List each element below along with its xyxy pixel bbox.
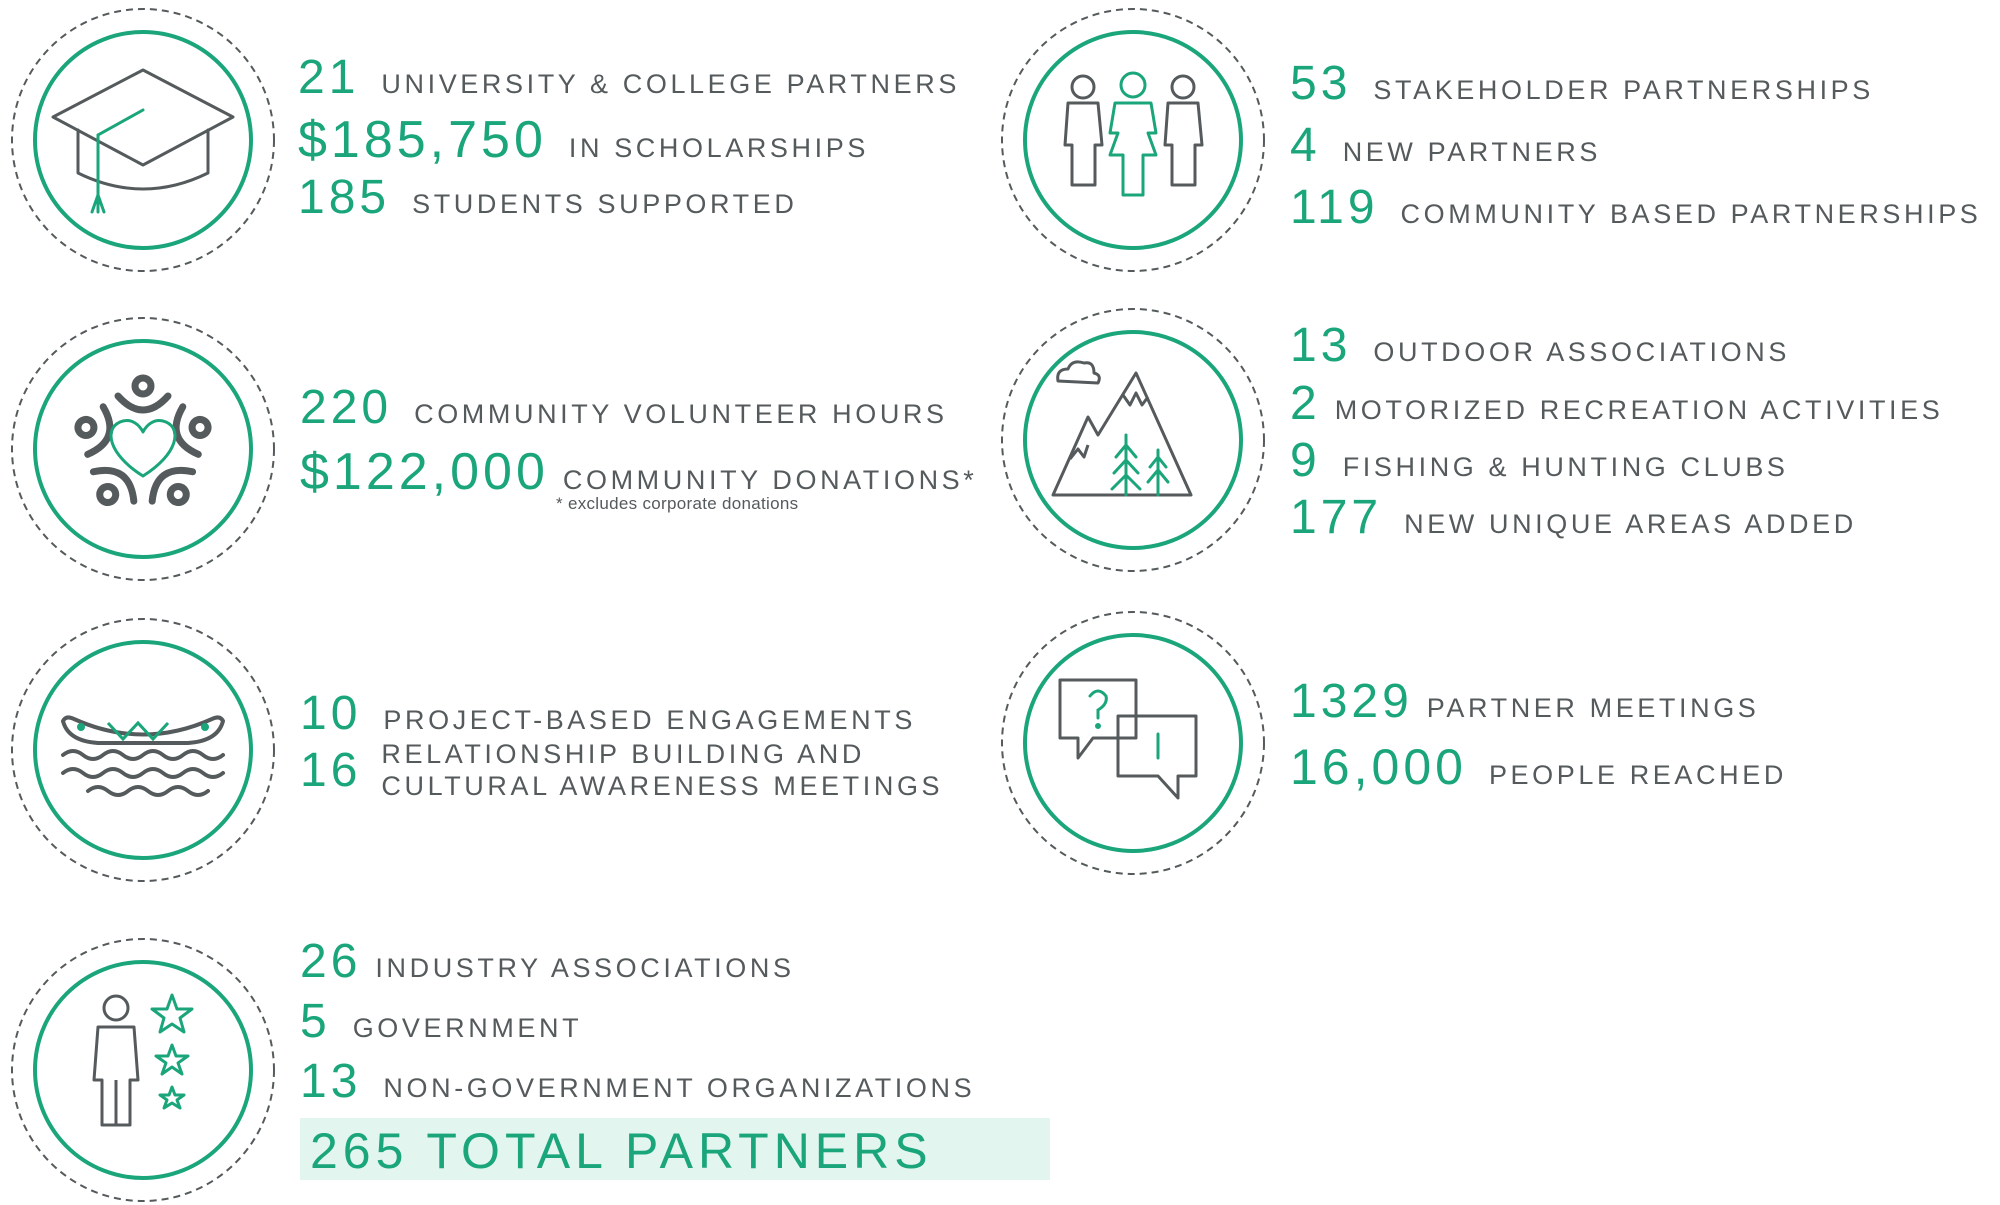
stakeholders-stat-3 xyxy=(1290,180,1981,235)
stat-value: 16,000 xyxy=(1290,739,1467,795)
stat-label: IN SCHOLARSHIPS xyxy=(568,133,869,163)
stat-value: 10 xyxy=(300,687,362,740)
stat-label: OUTDOOR ASSOCIATIONS xyxy=(1373,337,1790,367)
community-heart-icon xyxy=(8,314,278,584)
total-partners-banner xyxy=(300,1118,1050,1180)
stat-label: NEW PARTNERS xyxy=(1342,137,1601,167)
stat-label: PROJECT-BASED ENGAGEMENTS xyxy=(383,705,916,735)
stat-value: 2 xyxy=(1290,377,1321,430)
stat-value: 13 xyxy=(300,1055,362,1108)
stat-value: 21 xyxy=(298,51,360,104)
education-stat-2 xyxy=(298,110,869,170)
stat-label: FISHING & HUNTING CLUBS xyxy=(1342,452,1789,482)
stat-label xyxy=(381,738,943,802)
stat-value: 16 xyxy=(300,743,362,797)
canoe-icon xyxy=(8,615,278,885)
people-group-icon xyxy=(998,5,1268,275)
stat-value: 26 xyxy=(300,935,362,988)
outdoor-stat-1 xyxy=(1290,318,1790,373)
stat-value: 53 xyxy=(1290,57,1352,110)
stat-label: GOVERNMENT xyxy=(352,1013,583,1043)
stat-label: STUDENTS SUPPORTED xyxy=(412,189,798,219)
total-partners-text: 265 TOTAL PARTNERS xyxy=(310,1123,933,1179)
graduation-cap-icon xyxy=(8,5,278,275)
stat-label: MOTORIZED RECREATION ACTIVITIES xyxy=(1334,395,1944,425)
stat-label-line-2: CULTURAL AWARENESS MEETINGS xyxy=(381,771,944,801)
stakeholders-stat-1 xyxy=(1290,56,1874,111)
partners-stat-2 xyxy=(300,994,582,1049)
indigenous-stat-2 xyxy=(300,738,943,802)
stat-label: COMMUNITY VOLUNTEER HOURS xyxy=(414,399,948,429)
meetings-stat-2 xyxy=(1290,738,1787,796)
stat-value: 4 xyxy=(1290,119,1321,172)
partners-stat-1 xyxy=(300,934,795,989)
stat-value: 185 xyxy=(298,171,391,224)
donations-footnote: * excludes corporate donations xyxy=(556,494,799,513)
person-stars-icon xyxy=(8,935,278,1205)
community-stat-1 xyxy=(300,380,948,435)
stat-label-line-1: RELATIONSHIP BUILDING AND xyxy=(381,739,865,769)
mountains-icon xyxy=(998,305,1268,575)
stat-value: 13 xyxy=(1290,319,1352,372)
stat-value: $122,000 xyxy=(300,443,549,501)
stat-value: $185,750 xyxy=(298,111,547,169)
partners-stat-3 xyxy=(300,1054,975,1109)
stat-value: 1329 xyxy=(1290,675,1413,728)
stat-label: INDUSTRY ASSOCIATIONS xyxy=(375,953,795,983)
stat-label: PEOPLE REACHED xyxy=(1488,760,1787,790)
community-stat-2 xyxy=(300,442,977,502)
stat-value: 177 xyxy=(1290,491,1383,544)
stat-label: STAKEHOLDER PARTNERSHIPS xyxy=(1373,75,1874,105)
stat-value: 9 xyxy=(1290,434,1321,487)
outdoor-stat-4 xyxy=(1290,490,1857,545)
stat-label: COMMUNITY BASED PARTNERSHIPS xyxy=(1400,199,1982,229)
stat-label: PARTNER MEETINGS xyxy=(1426,693,1760,723)
stat-label: NON-GOVERNMENT ORGANIZATIONS xyxy=(383,1073,976,1103)
education-stat-1 xyxy=(298,50,960,105)
stat-label: COMMUNITY DONATIONS* xyxy=(562,465,978,495)
stakeholders-stat-2 xyxy=(1290,118,1601,173)
stat-label: UNIVERSITY & COLLEGE PARTNERS xyxy=(381,69,960,99)
education-stat-3 xyxy=(298,170,797,225)
outdoor-stat-2 xyxy=(1290,376,1943,431)
speech-bubbles-icon xyxy=(998,608,1268,878)
meetings-stat-1 xyxy=(1290,674,1759,729)
stat-label: NEW UNIQUE AREAS ADDED xyxy=(1404,509,1857,539)
outdoor-stat-3 xyxy=(1290,433,1789,488)
stat-value: 5 xyxy=(300,995,331,1048)
stat-value: 220 xyxy=(300,381,393,434)
indigenous-stat-1 xyxy=(300,686,916,741)
stat-value: 119 xyxy=(1290,181,1379,234)
